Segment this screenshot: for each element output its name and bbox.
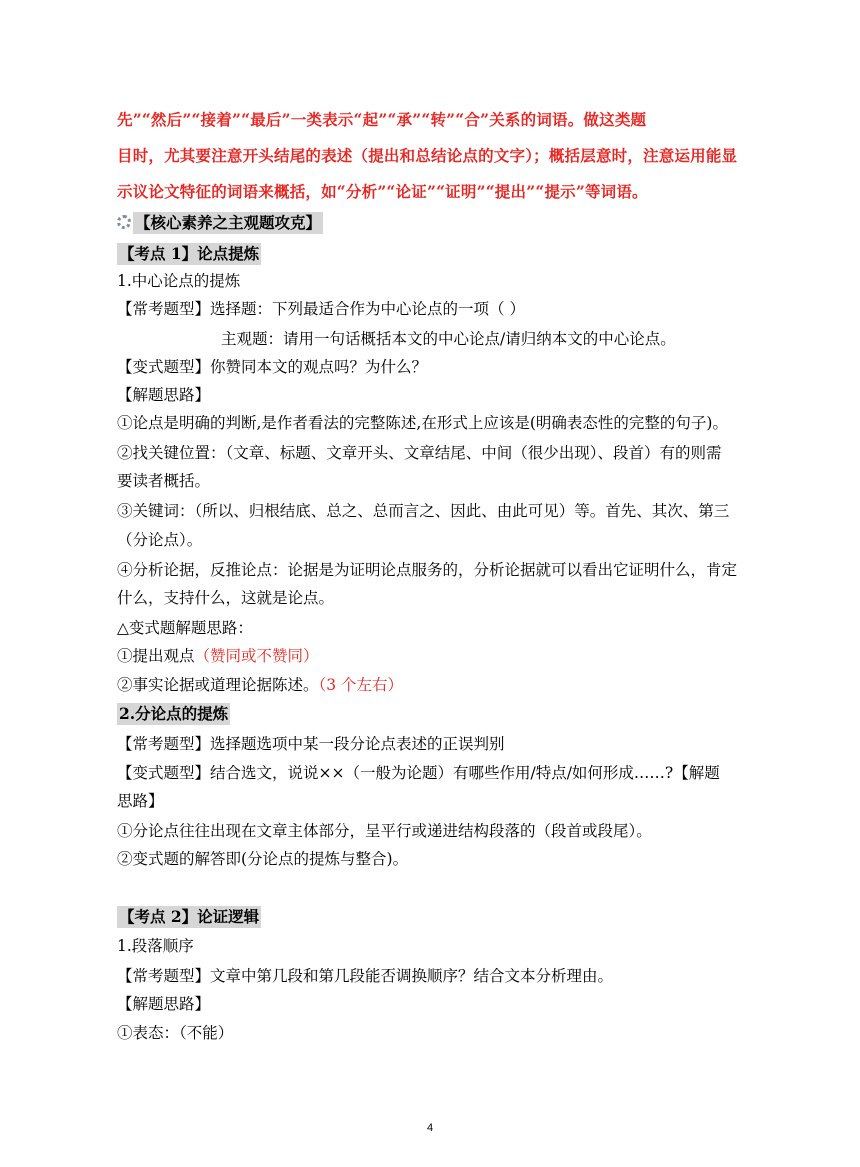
intro-line-2: 目时，尤其要注意开头结尾的表述（提出和总结论点的文字）；概括层意时，注意运用能显 <box>117 146 738 165</box>
kp1-common-line-2: 主观题：请用一句话概括本文的中心论点/请归纳本文的中心论点。 <box>221 330 676 348</box>
kp1-v1 <box>117 645 319 667</box>
kp2-sub1: 1.段落顺序 <box>117 937 194 955</box>
variant-text: 你赞同本文的观点吗？为什么？ <box>210 358 428 376</box>
sub2-variant-b: 思路】 <box>117 792 164 810</box>
kp2-title: 【考点 2】论证逻辑 <box>119 907 260 926</box>
kp1-variant-line <box>117 356 427 378</box>
kp1-sub1: 1.中心论点的提炼 <box>117 272 241 290</box>
common-text: 选择题：下列最适合作为中心论点的一项（ ） <box>210 300 525 318</box>
kp2-common: 【常考题型】文章中第几段和第几段能否调换顺序？结合文本分析理由。 <box>117 967 614 985</box>
kp1-variant-approach: △变式题解题思路： <box>117 619 253 637</box>
page-number: 4 <box>426 1122 434 1134</box>
intro-line-3: 示议论文特征的词语来概括，如“分析”“论证”“证明”“提出”“提示”等词语。 <box>117 182 648 201</box>
variant-label: 【变式题型】 <box>117 358 211 376</box>
sub2-common: 【常考题型】选择题选项中某一段分论点表述的正误判别 <box>117 735 505 753</box>
intro-line-1: 先”“然后”“接着”“最后”一类表示“起”“承”“转”“合”关系的词语。做这类题 <box>117 110 647 129</box>
kp1-point-3a: ③关键词：（所以、归根结底、总之、总而言之、因此、由此可见）等。首先、其次、第三 <box>117 502 730 520</box>
kp1-point-2a: ②找关键位置：（文章、标题、文章开头、文章结尾、中间（很少出现）、段首）有的则需 <box>117 444 722 462</box>
kp2-heading <box>117 906 261 928</box>
v1-text: ①提出观点 <box>117 647 195 665</box>
section-heading <box>117 212 323 234</box>
sub2-point-1: ①分论点往往出现在文章主体部分，呈平行或递进结构段落的（段首或段尾）。 <box>117 822 652 840</box>
kp1-point-4a: ④分析论据，反推论点：论据是为证明论点服务的，分析论据就可以看出它证明什么，肯定 <box>117 561 738 579</box>
v1-red-note: （赞同或不赞同） <box>194 647 319 665</box>
kp1-common-line <box>117 298 525 320</box>
sub2-title: 2.分论点的提炼 <box>119 704 229 723</box>
kp1-v2 <box>117 674 403 696</box>
sub2-heading <box>117 703 230 725</box>
v2-red-note: （3 个左右） <box>318 676 404 694</box>
kp1-point-2b: 要读者概括。 <box>117 472 211 490</box>
sub2-variant-a: 【变式题型】结合选文，说说××（一般为论题）有哪些作用/特点/如何形成……?【解题 <box>117 764 720 782</box>
kp1-approach: 【解题思路】 <box>117 386 211 404</box>
sub2-point-2: ②变式题的解答即(分论点的提炼与整合)。 <box>117 850 409 868</box>
kp1-point-1: ①论点是明确的判断,是作者看法的完整陈述,在形式上应该是(明确表态性的完整的句子)。 <box>117 414 728 432</box>
gear-icon <box>117 215 131 229</box>
kp1-heading <box>117 243 261 265</box>
kp1-point-4b: 什么，支持什么，这就是论点。 <box>117 589 335 607</box>
kp1-title: 【考点 1】论点提炼 <box>119 244 260 263</box>
v2-text: ②事实论据或道理论据陈述。 <box>117 676 319 694</box>
common-label: 【常考题型】 <box>117 300 211 318</box>
kp2-point-1: ①表态：（不能） <box>117 1024 234 1042</box>
section-title: 【核心素养之主观题攻克】 <box>135 213 322 232</box>
kp2-approach: 【解题思路】 <box>117 995 211 1013</box>
kp1-point-3b: （分论点）。 <box>117 531 203 549</box>
